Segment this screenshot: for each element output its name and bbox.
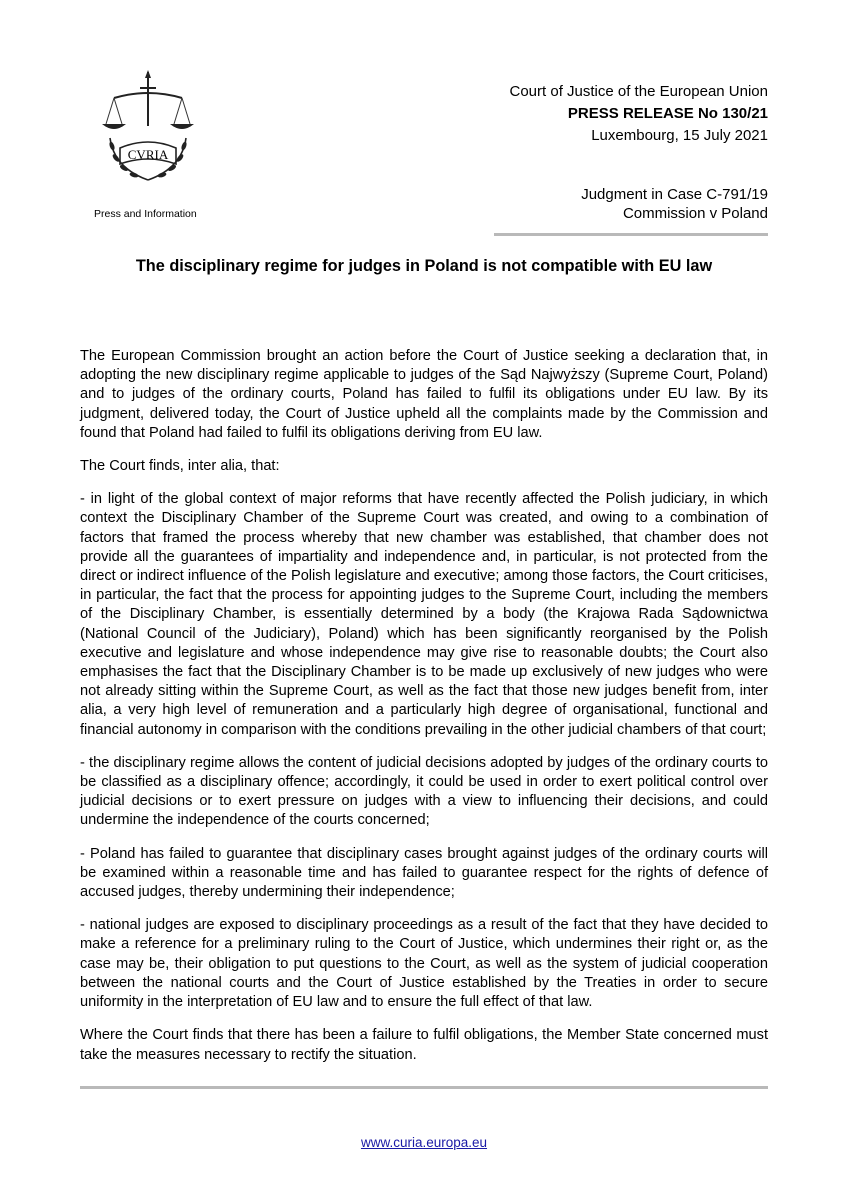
press-release-number: PRESS RELEASE No 130/21 xyxy=(567,105,768,122)
header-divider xyxy=(494,233,768,236)
header-block xyxy=(510,81,769,147)
footer-divider xyxy=(80,1086,768,1089)
place-date: Luxembourg, 15 July 2021 xyxy=(591,127,768,144)
case-parties: Commission v Poland xyxy=(622,205,768,222)
paragraph: The European Commission brought an action before the Court of Justice seeking a declaration that, in adopting the new disciplinary regime applicable to judges of the Sąd Najwyższy (Supreme Court, Poland) and to judges of the ordinary courts, Poland has failed to fulfil its obligations under EU law. By its judgment, delivered today, the Court of Justice upheld all the complaints made by the Commission and found that Poland had failed to fulfil its obligations deriving from EU law. xyxy=(80,348,768,441)
paragraph: - the disciplinary regime allows the content of judicial decisions adopted by judges of the ordinary courts to be classified as a disciplinary offence; accordingly, it could be used in order to exert political control over judicial decisions or to exert pressure on judges with a view to influencing their decisions, and could undermine the independence of the courts concerned; xyxy=(80,754,768,829)
judgment-case: Judgment in Case C-791/19 xyxy=(581,186,768,203)
paragraph: - Poland has failed to guarantee that disciplinary cases brought against judges of the ordinary courts will be examined within a reasonable time and has failed to guarantee respect for the rights of defence of accused judges, thereby undermining their independence; xyxy=(80,845,768,901)
footer xyxy=(0,1135,848,1150)
page-title: The disciplinary regime for judges in Poland is not compatible with EU law xyxy=(135,257,713,275)
paragraph: - in light of the global context of major reforms that have recently affected the Polish judiciary, in which context the Disciplinary Chamber of the Supreme Court was created, and owing to a combination of factors that framed the process whereby that new chamber was established, that chamber does not provide all the guarantees of impartiality and independence and, in particular, is not protected from the direct or indirect influence of the Polish legislature and executive; among those factors, the Court criticises, in particular, the fact that the process for appointing judges to the Supreme Court, including the members of the Disciplinary Chamber, is essentially determined by a body (the Krajowa Rada Sądownictwa (National Council of the Judiciary), Poland) which has been significantly reorganised by the Polish executive and legislature and whose independence may give rise to reasonable doubts; the Court also emphasises the fact that the Disciplinary Chamber is to be made up exclusively of new judges who were not already sitting within the Supreme Court, as well as the fact that those new judges benefit from, inter alia, a very high level of remuneration and a particularly high degree of organisational, functional and financial autonomy in comparison with the conditions prevailing in the other judicial chambers of that court; xyxy=(80,491,768,738)
logo-text: CVRIA xyxy=(127,147,169,162)
curia-logo-icon xyxy=(96,68,200,184)
curia-website-link[interactable]: www.curia.europa.eu xyxy=(360,1135,488,1150)
paragraph: The Court finds, inter alia, that: xyxy=(80,458,280,475)
press-and-information-label: Press and Information xyxy=(94,208,197,220)
institution-name: Court of Justice of the European Union xyxy=(509,83,768,100)
paragraph: - national judges are exposed to disciplinary proceedings as a result of the fact that they have decided to make a reference for a preliminary ruling to the Court of Justice, which undermines their right or, as the case may be, their obligation to put questions to the Court, as well as the system of judicial cooperation between the national courts and the Court of Justice established by the Treaties in order to secure uniformity in the interpretation of EU law and to ensure the full effect of that law. xyxy=(80,917,768,1011)
paragraph: Where the Court finds that there has been a failure to fulfil obligations, the Member State concerned must take the measures necessary to rectify the situation. xyxy=(80,1027,768,1063)
body-text xyxy=(80,347,768,1077)
case-block xyxy=(581,185,768,223)
